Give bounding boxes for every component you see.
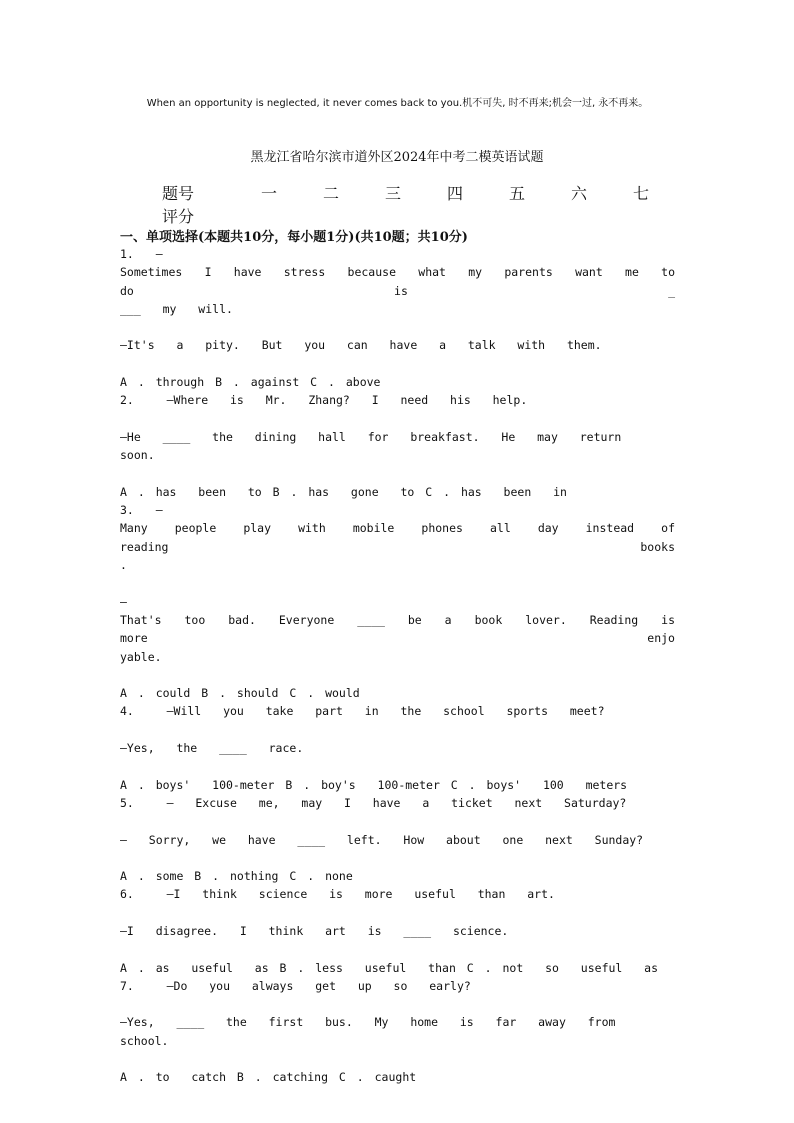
question-line — [120, 757, 675, 775]
question-line: A . through B . against C . above — [120, 375, 381, 390]
question-line: —It's a pity. But you can have a talk with them. — [120, 338, 602, 353]
question-item — [120, 391, 675, 501]
document-title: 黑龙江省哈尔滨市道外区2024年中考二模英语试题 — [250, 150, 544, 165]
score-column: 七 — [633, 184, 650, 203]
question-line: Many people play with mobile phones all day instead of reading books — [120, 521, 697, 554]
question-item — [120, 702, 675, 793]
question-item — [120, 885, 675, 976]
question-line: A . some B . nothing C . none — [120, 869, 353, 884]
score-column: 六 — [571, 184, 588, 203]
question-line — [120, 904, 675, 922]
question-line — [120, 410, 675, 428]
question-line: A . has been to B . has gone to C . has been in — [120, 484, 567, 499]
motto-header: When an opportunity is neglected, it never comes back to you.机不可失, 时不再来;机会一过, 永不再来。 — [146, 98, 649, 109]
score-column: 三 — [385, 184, 402, 203]
question-line — [120, 574, 675, 592]
question-line — [120, 849, 675, 867]
question-line: A . as useful as B . less useful than C . not so useful as — [120, 960, 659, 975]
question-line — [120, 721, 675, 739]
score-column: 五 — [509, 184, 526, 203]
question-line: 3. — — [120, 503, 163, 518]
question-item — [120, 245, 697, 391]
question-line — [120, 666, 675, 684]
question-line: 7. —Do you always get up so early? — [120, 978, 471, 993]
question-line: ___ my will. — [120, 301, 233, 316]
question-item — [120, 794, 675, 885]
question-line — [120, 812, 675, 830]
question-line: —Yes, the ____ race. — [120, 741, 304, 756]
question-line: —I disagree. I think art is ____ science. — [120, 923, 509, 938]
question-line: 6. —I think science is more useful than art. — [120, 887, 555, 902]
question-line: —He ____ the dining hall for breakfast. He may return soon. — [120, 429, 644, 463]
question-line: That's too bad. Everyone ____ be a book lover. Reading is more enjo — [120, 612, 697, 646]
question-line: 2. —Where is Mr. Zhang? I need his help. — [120, 393, 528, 408]
question-item — [120, 977, 675, 1087]
score-column: 一 — [261, 184, 278, 203]
question-line — [120, 1050, 675, 1068]
question-line: 1. — — [120, 247, 163, 261]
question-line: . — [120, 558, 127, 573]
question-line: 5. — Excuse me, may I have a ticket next Saturday? — [120, 795, 627, 810]
score-row-label: 评分 — [162, 207, 195, 226]
section-title: 一、单项选择(本题共10分，每小题1分)(共10题；共10分) — [120, 230, 468, 245]
question-line — [120, 355, 675, 373]
score-column: 四 — [447, 184, 464, 203]
question-line — [120, 318, 675, 336]
question-line: —Yes, ____ the first bus. My home is far away from school. — [120, 1015, 638, 1048]
question-line: A . boys' 100-meter B . boy's 100-meter C . boys' 100 meters — [120, 777, 628, 792]
question-line: A . to catch B . catching C . caught — [120, 1070, 417, 1085]
question-line: yable. — [120, 649, 162, 664]
question-item — [120, 501, 697, 702]
question-line: — — [120, 594, 127, 609]
score-column: 二 — [323, 184, 340, 203]
score-header-label: 题号 — [162, 184, 195, 203]
question-line — [120, 465, 675, 483]
question-line: 4. —Will you take part in the school sports meet? — [120, 704, 605, 719]
question-line: Sometimes I have stress because what my parents want me to do is _ — [120, 265, 697, 298]
question-list — [120, 245, 697, 1087]
question-line — [120, 995, 675, 1013]
question-line — [120, 940, 675, 958]
question-line: A . could B . should C . would — [120, 686, 360, 701]
question-line: — Sorry, we have ____ left. How about one next Sunday? — [120, 832, 644, 847]
